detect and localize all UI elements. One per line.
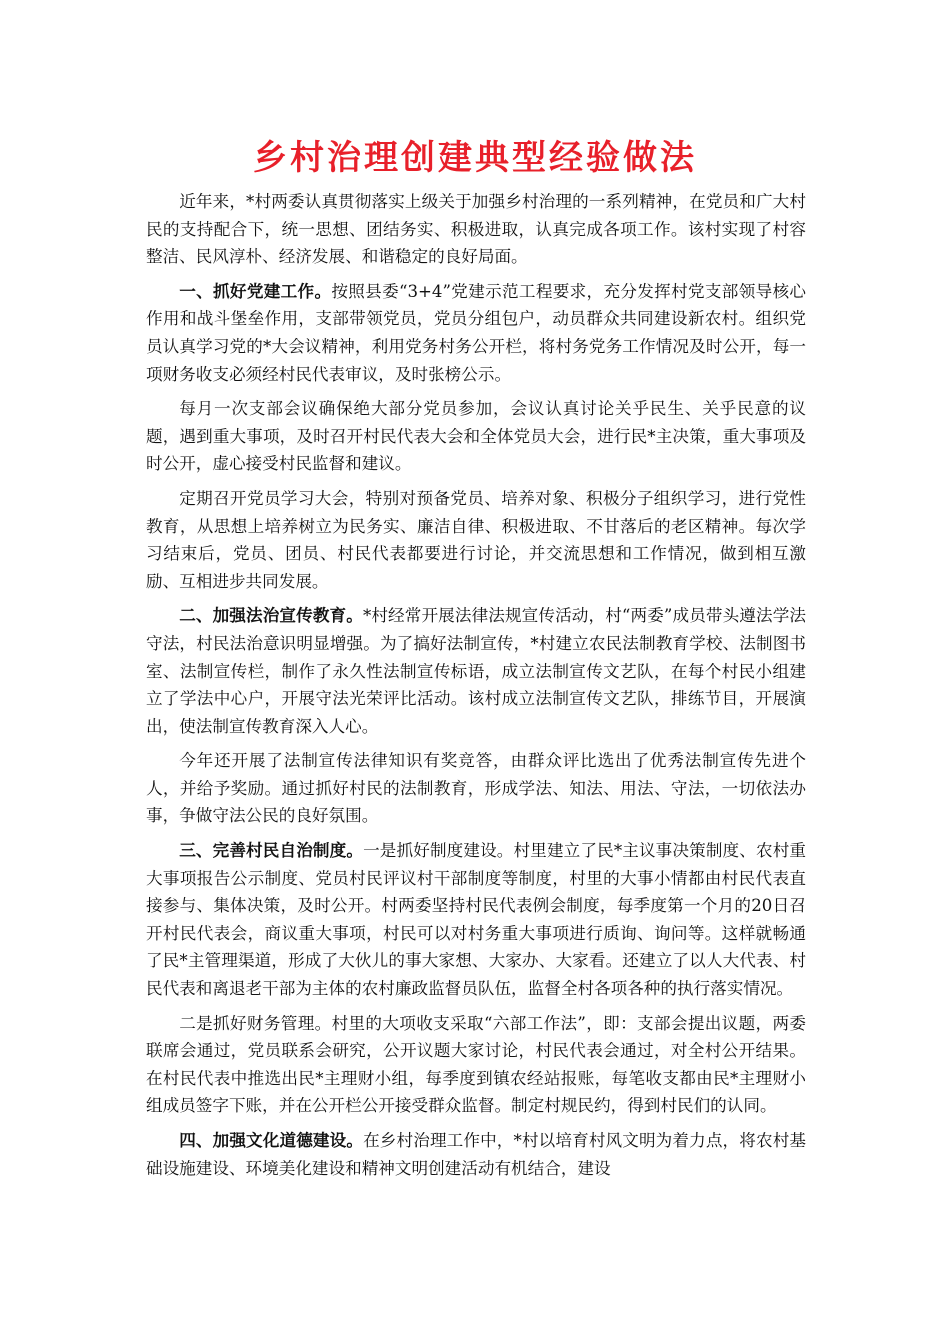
paragraph-text: 一是抓好制度建设。村里建立了民*主议事决策制度、农村重大事项报告公示制度、党员村民评议村干部制度等制度，村里的大事小情都由村民代表直接参与、集体决策，及时公开。村两委坚持村民代表例会制度，每季度第一个月的20日召开村民代表会，商议重大事项，村民可以对村务重大事项进行质询、询问等。这样就畅通了民*主管理渠道，形成了大伙儿的事大家想、大家办、大家看。还建立了以人大代表、村民代表和离退老干部为主体的农村廉政监督员队伍，监督全村各项各种的执行落实情况。 [146, 841, 807, 999]
paragraph-text: *村经常开展法律法规宣传活动，村“两委”成员带头遵法学法守法，村民法治意识明显增强。为了搞好法制宣传，*村建立农民法制教育学校、法制图书室、法制宣传栏，制作了永久性法制宣传标语，成立法制宣传文艺队，在每个村民小组建立了学法中心户，开展守法光荣评比活动。该村成立法制宣传文艺队，排练节目，开展演出，使法制宣传教育深入人心。 [146, 606, 807, 736]
paragraph-heading: 三、完善村民自治制度。 [179, 840, 364, 861]
document-title: 乡村治理创建典型经验做法 [253, 138, 697, 178]
paragraph-text: 在乡村治理工作中，*村以培育村风文明为着力点，将农村基础设施建设、环境美化建设和精神文明创建活动有机结合，建设 [146, 1131, 807, 1178]
paragraph-legal-quiz [146, 747, 806, 830]
paragraph-party-study [146, 485, 806, 595]
paragraph-text: 按照县委“3+4”党建示范工程要求，充分发挥村党支部领导核心作用和战斗堡垒作用，支部带领党员，党员分组包户，动员群众共同建设新农村。组织党员认真学习党的*大会议精神，利用党务村务公开栏，将村务党务工作情况及时公开，每一项财务收支必须经村民代表审议，及时张榜公示。 [146, 281, 807, 384]
paragraph-text: 二是抓好财务管理。村里的大项收支采取“六部工作法”，即：支部会提出议题，两委联席会通过，党员联系会研究，公开议题大家讨论，村民代表会通过，对全村公开结果。在村民代表中推选出民*主理财小组，每季度到镇农经站报账，每笔收支都由民*主理财小组成员签字下账，并在公开栏公开接受群众监督。制定村规民约，得到村民们的认同。 [146, 1013, 806, 1116]
paragraph-intro [146, 188, 806, 271]
paragraph-text: 今年还开展了法制宣传法律知识有奖竞答，由群众评比选出了优秀法制宣传先进个人，并给予奖励。通过抓好村民的法制教育，形成学法、知法、用法、守法，一切依法办事，争做守法公民的良好氛围。 [146, 751, 806, 826]
paragraph-legal-education [146, 602, 806, 740]
paragraph-party-building [146, 278, 806, 388]
paragraph-self-governance [146, 837, 806, 1003]
paragraph-finance-management [146, 1010, 806, 1120]
paragraph-heading: 二、加强法治宣传教育。 [179, 605, 363, 626]
paragraph-heading: 四、加强文化道德建设。 [179, 1130, 364, 1150]
paragraph-text: 定期召开党员学习大会，特别对预备党员、培养对象、积极分子组织学习，进行党性教育，从思想上培养树立为民务实、廉洁自律、积极进取、不甘落后的老区精神。每次学习结束后，党员、团员、村民代表都要进行讨论，并交流思想和工作情况，做到相互激励、互相进步共同发展。 [146, 488, 806, 591]
paragraph-text: 每月一次支部会议确保绝大部分党员参加，会议认真讨论关乎民生、关乎民意的议题，遇到重大事项，及时召开村民代表大会和全体党员大会，进行民*主决策，重大事项及时公开，虚心接受村民监督和建议。 [146, 399, 806, 474]
paragraph-culture-ethics [146, 1127, 806, 1182]
document-body [146, 188, 806, 1189]
paragraph-heading: 一、抓好党建工作。 [179, 280, 332, 301]
paragraph-monthly-meeting [146, 395, 806, 478]
paragraph-text: 近年来，*村两委认真贯彻落实上级关于加强乡村治理的一系列精神，在党员和广大村民的支持配合下，统一思想、团结务实、积极进取，认真完成各项工作。该村实现了村容整洁、民风淳朴、经济发展、和谐稳定的良好局面。 [146, 192, 806, 267]
